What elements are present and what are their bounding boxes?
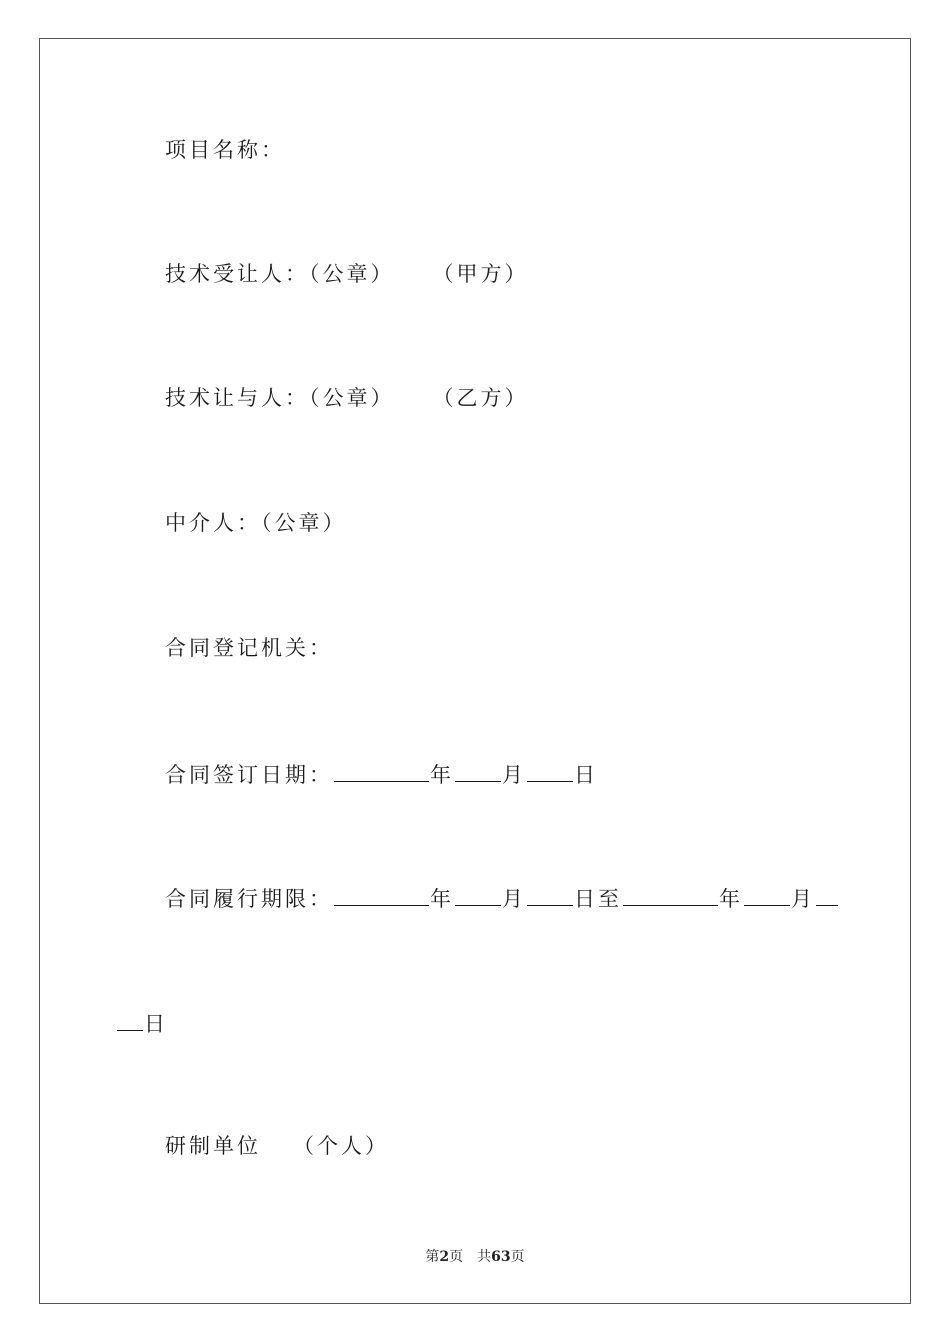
developer-line [165,1132,389,1160]
end-month-blank[interactable] [744,883,790,906]
month-unit: 月 [502,887,526,911]
project-name-label: 项目名称： [165,138,285,162]
day-unit: 日 [144,1012,168,1036]
page-suffix: 页 [449,1249,464,1265]
end-day-blank-part2[interactable] [117,1008,143,1031]
performance-term-label: 合同履行期限： [165,887,333,911]
total-pages: 63 [491,1249,511,1265]
party-a-label: （甲方） [432,262,529,286]
party-b-label: （乙方） [432,386,529,410]
signing-date-line [165,759,598,789]
performance-term-continuation [116,1008,168,1038]
individual-label: （个人） [293,1134,389,1158]
day-to-unit: 日至 [574,887,622,911]
tech-receiver-line [165,260,529,288]
tech-transferor-line [165,384,529,412]
project-name-line [165,136,285,164]
intermediary-label: 中介人：（公章） [165,511,347,535]
year-unit: 年 [430,763,454,787]
developer-label: 研制单位 [165,1134,261,1158]
start-year-blank[interactable] [334,883,429,906]
total-prefix: 共 [477,1249,492,1265]
tech-receiver-label: 技术受让人：（公章） [165,262,395,286]
tech-transferor-label: 技术让与人：（公章） [165,386,395,410]
year-unit: 年 [719,887,743,911]
month-unit: 月 [502,763,526,787]
performance-term-line [165,883,839,913]
day-unit: 日 [574,763,598,787]
end-year-blank[interactable] [623,883,718,906]
start-month-blank[interactable] [455,883,501,906]
month-unit: 月 [791,887,815,911]
signing-year-blank[interactable] [334,759,429,782]
page-number: 2 [439,1249,450,1265]
total-suffix: 页 [510,1249,525,1265]
signing-day-blank[interactable] [527,759,573,782]
signing-month-blank[interactable] [455,759,501,782]
intermediary-line [165,509,347,537]
registration-authority-line [165,634,333,662]
year-unit: 年 [430,887,454,911]
page-frame [39,38,911,1304]
registration-authority-label: 合同登记机关： [165,636,333,660]
start-day-blank[interactable] [527,883,573,906]
end-day-blank-part1[interactable] [816,883,838,906]
page-footer [0,1246,950,1266]
page-prefix: 第 [425,1249,440,1265]
signing-date-label: 合同签订日期： [165,763,333,787]
